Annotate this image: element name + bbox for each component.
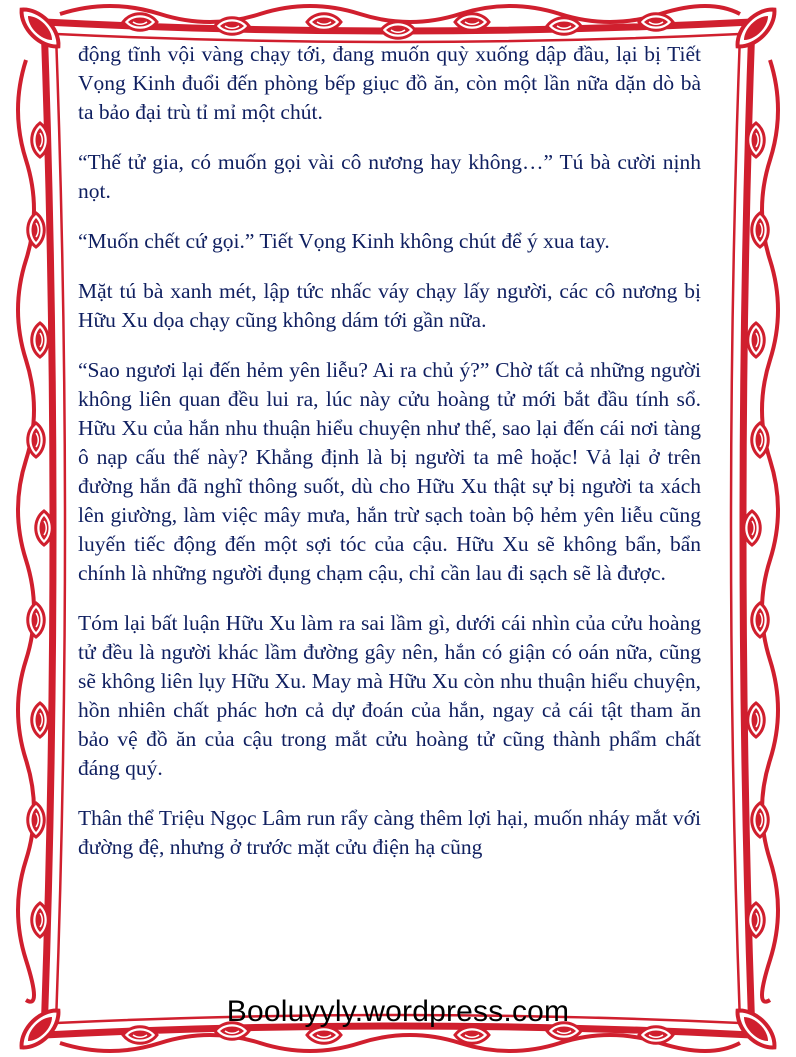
paragraph: “Sao ngươi lại đến hẻm yên liễu? Ai ra chủ ý?” Chờ tất cả những người không liên quan đều lui ra, lúc này cửu hoàng tử mới bắt đầu tính sổ. Hữu Xu của hắn nhu thuận hiểu chuyện như thế, sao lại đến cái nơi tàng ô nạp cấu thế này? Khẳng định là bị người ta mê hoặc! Vả lại ở trên đường hắn đã nghĩ thông suốt, dù cho Hữu Xu thật sự bị người ta xách lên giường, làm việc mây mưa, hắn trừ sạch toàn bộ hẻm yên liễu cũng luyến tiếc động đến một sợi tóc của cậu. Hữu Xu sẽ không bẩn, bẩn chính là những người đụng chạm cậu, chỉ cần lau đi sạch sẽ là được.: [78, 358, 701, 585]
paragraph: “Muốn chết cứ gọi.” Tiết Vọng Kinh không chút để ý xua tay.: [78, 229, 610, 253]
watermark-text: Booluyyly.wordpress.com: [226, 995, 570, 1028]
paragraph: Thân thể Triệu Ngọc Lâm run rẩy càng thêm lợi hại, muốn nháy mắt với đường đệ, nhưng ở trước mặt cửu điện hạ cũng: [78, 806, 701, 859]
paragraph: động tĩnh vội vàng chạy tới, đang muốn quỳ xuống dập đầu, lại bị Tiết Vọng Kinh đuổi đến phòng bếp giục đồ ăn, còn một lần nữa dặn dò bà ta bảo đại trù tỉ mỉ một chút.: [78, 42, 701, 124]
paragraph: Mặt tú bà xanh mét, lập tức nhấc váy chạy lấy người, các cô nương bị Hữu Xu dọa chạy cũng không dám tới gần nữa.: [78, 279, 701, 332]
paragraph: Tóm lại bất luận Hữu Xu làm ra sai lầm gì, dưới cái nhìn của cửu hoàng tử đều là người khác lầm đường gây nên, hắn có giận có oán nữa, cũng sẽ không liên lụy Hữu Xu. May mà Hữu Xu còn nhu thuận hiểu chuyện, hồn nhiên chất phác hơn cả dự đoán của hắn, ngay cả cái tật tham ăn bảo vệ đồ ăn của cậu trong mắt cửu hoàng tử cũng thành phẩm chất đáng quý.: [78, 611, 701, 780]
story-text: [78, 40, 701, 883]
paragraph: “Thế tử gia, có muốn gọi vài cô nương hay không…” Tú bà cười nịnh nọt.: [78, 150, 701, 203]
